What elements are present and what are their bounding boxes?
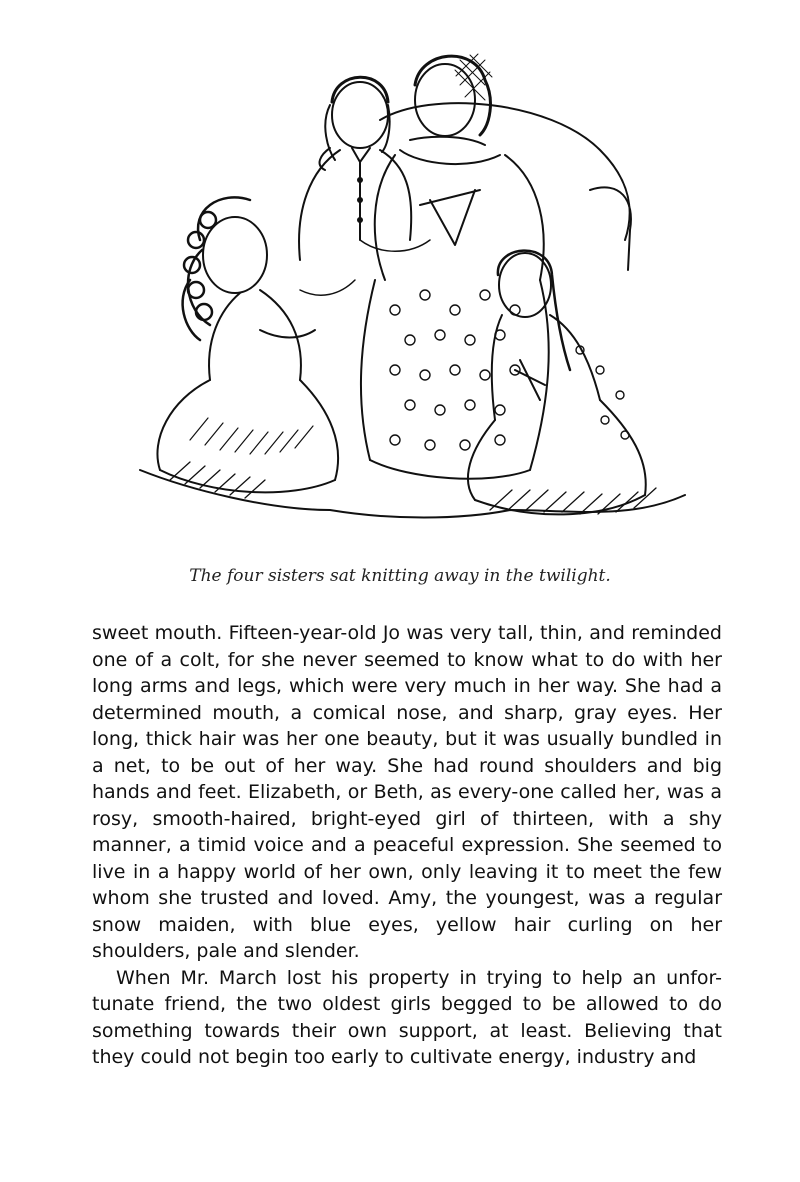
- paragraph: sweet mouth. Fifteen-year-old Jo was very tall, thin, and reminded one of a colt, for she never seemed to know what to do with her long arms and legs, which were very much in her way. She had a determined mouth, a comical nose, and sharp, gray eyes. Her long, thick hair was her one beauty, but it was usually bundled in a net, to be out of her way. She had round shoulders and big hands and feet. Elizabeth, or Beth, as every-one called her, was a rosy, smooth-haired, bright-eyed girl of thirteen, with a shy manner, a timid voice and a peaceful expression. She seemed to live in a happy world of her own, only leaving it to meet the few whom she trusted and loved. Amy, the youngest, was a regular snow maiden, with blue eyes, yellow hair curling on her shoulders, pale and slender.: [92, 622, 722, 962]
- body-text: [92, 620, 722, 1071]
- paragraph: When Mr. March lost his property in trying to help an unfor-tunate friend, the two oldest girls begged to be allowed to do something towards their own support, at least. Believing that they could not begin too early to cultivate energy, industry and: [92, 966, 722, 1068]
- figure-caption: The four sisters sat knitting away in the twilight.: [189, 566, 611, 586]
- four-sisters-knitting-illustration: [130, 40, 690, 550]
